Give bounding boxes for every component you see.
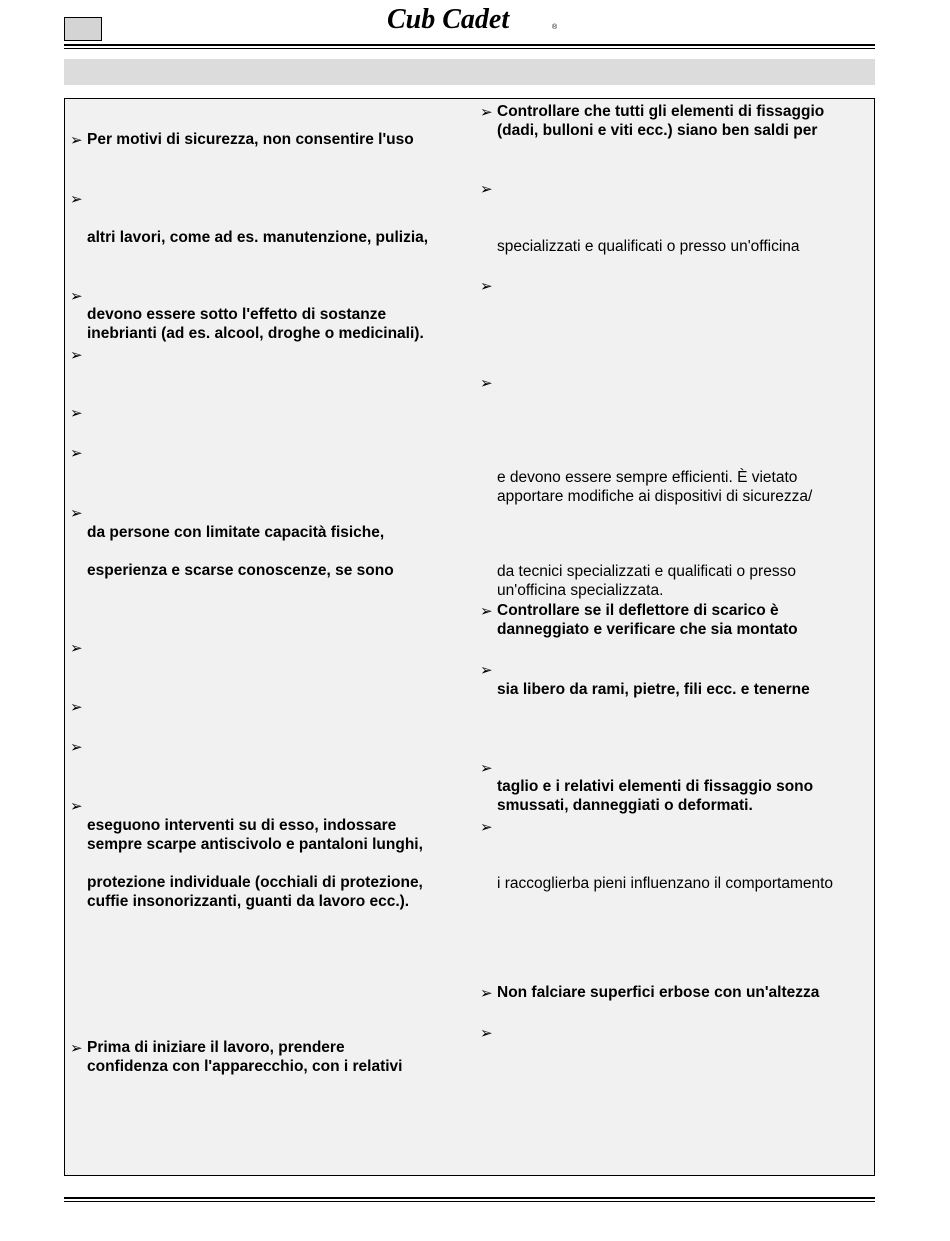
brand-logo	[385, 2, 570, 36]
right-text-line: Non falciare superfici erbose con un'altezza	[497, 984, 820, 1001]
bullet-arrow-icon: ➢	[70, 445, 83, 462]
registered-mark: ®	[552, 24, 558, 31]
bullet-arrow-icon: ➢	[480, 985, 493, 1002]
left-text-line: altri lavori, come ad es. manutenzione, pulizia,	[87, 229, 429, 246]
bullet-arrow-icon: ➢	[70, 739, 83, 756]
right-text-line: i raccoglierba pieni influenzano il comportamento	[497, 875, 834, 892]
header-rule-thin	[64, 48, 875, 49]
right-text-line: da tecnici specializzati e qualificati o presso	[497, 563, 796, 580]
bullet-arrow-icon: ➢	[70, 640, 83, 657]
header-rule	[64, 44, 875, 46]
left-text-line: cuffie insonorizzanti, guanti da lavoro ecc.).	[87, 893, 410, 910]
bullet-arrow-icon: ➢	[70, 288, 83, 305]
bullet-arrow-icon: ➢	[480, 603, 493, 620]
left-text-line: inebrianti (ad es. alcool, droghe o medicinali).	[87, 325, 424, 342]
brand-logo-text: Cub Cadet	[387, 4, 510, 35]
bullet-arrow-icon: ➢	[480, 181, 493, 198]
bullet-arrow-icon: ➢	[480, 819, 493, 836]
right-text-line: sia libero da rami, pietre, fili ecc. e tenerne	[497, 681, 810, 698]
left-text-line: esperienza e scarse conoscenze, se sono	[87, 562, 394, 579]
bullet-arrow-icon: ➢	[70, 347, 83, 364]
bullet-arrow-icon: ➢	[480, 104, 493, 121]
footer-rule	[64, 1197, 875, 1199]
bullet-arrow-icon: ➢	[70, 132, 83, 149]
bullet-arrow-icon: ➢	[480, 760, 493, 777]
left-text-line: eseguono interventi su di esso, indossare	[87, 817, 397, 834]
right-text-line: Controllare se il deflettore di scarico è	[497, 602, 779, 619]
right-text-line: taglio e i relativi elementi di fissaggio sono	[497, 778, 814, 795]
right-text-line: specializzati e qualificati o presso un'officina	[497, 238, 800, 255]
page-number-box	[64, 17, 102, 41]
bullet-arrow-icon: ➢	[70, 699, 83, 716]
bullet-arrow-icon: ➢	[480, 662, 493, 679]
bullet-arrow-icon: ➢	[480, 375, 493, 392]
right-text-line: (dadi, bulloni e viti ecc.) siano ben saldi per	[497, 122, 818, 139]
footer-rule-thin	[64, 1201, 875, 1202]
right-text-line: smussati, danneggiati o deformati.	[497, 797, 753, 814]
bullet-arrow-icon: ➢	[70, 191, 83, 208]
bullet-arrow-icon: ➢	[70, 798, 83, 815]
bullet-arrow-icon: ➢	[70, 505, 83, 522]
bullet-arrow-icon: ➢	[70, 405, 83, 422]
right-text-line: e devono essere sempre efficienti. È vietato	[497, 469, 798, 486]
left-text-line: sempre scarpe antiscivolo e pantaloni lunghi,	[87, 836, 423, 853]
left-text-line: Per motivi di sicurezza, non consentire l'uso	[87, 131, 414, 148]
bullet-arrow-icon: ➢	[480, 278, 493, 295]
right-text-line: apportare modifiche ai dispositivi di sicurezza/	[497, 488, 813, 505]
left-text-line: confidenza con l'apparecchio, con i relativi	[87, 1058, 403, 1075]
left-text-line: devono essere sotto l'effetto di sostanze	[87, 306, 387, 323]
left-text-line: da persone con limitate capacità fisiche,	[87, 524, 385, 541]
bullet-arrow-icon: ➢	[70, 1040, 83, 1057]
right-text-line: danneggiato e verificare che sia montato	[497, 621, 798, 638]
section-title-band	[64, 59, 875, 85]
right-text-line: un'officina specializzata.	[497, 582, 664, 599]
left-text-line: protezione individuale (occhiali di protezione,	[87, 874, 423, 891]
right-text-line: Controllare che tutti gli elementi di fissaggio	[497, 103, 825, 120]
bullet-arrow-icon: ➢	[480, 1025, 493, 1042]
left-text-line: Prima di iniziare il lavoro, prendere	[87, 1039, 345, 1056]
